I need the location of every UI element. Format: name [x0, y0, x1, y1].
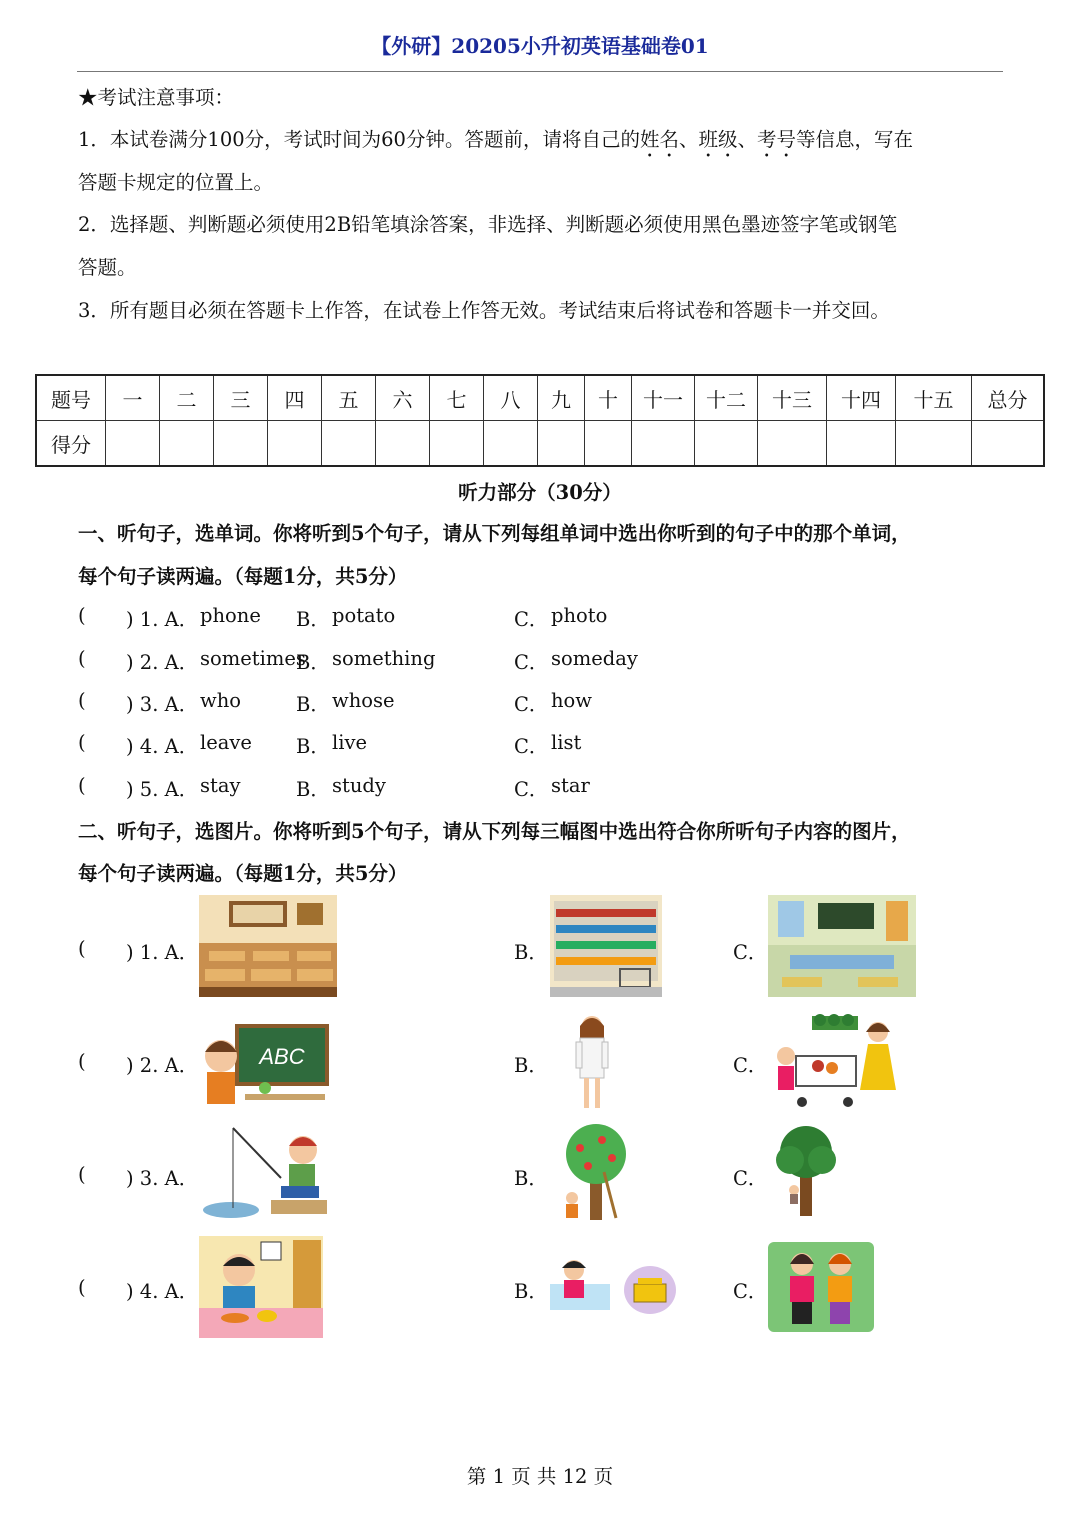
option-a: stay: [200, 774, 241, 797]
option-b: live: [332, 731, 368, 754]
table-cell: 十一: [632, 375, 695, 421]
kindergarten-classroom-image[interactable]: [768, 895, 916, 997]
score-input-cell[interactable]: [758, 421, 827, 467]
question-number: ) 4. A．: [126, 1280, 199, 1303]
table-cell: 题号: [36, 375, 106, 421]
table-cell: 八: [484, 375, 538, 421]
table-cell: 九: [538, 375, 585, 421]
table-cell: 二: [160, 375, 214, 421]
tree-child-image[interactable]: [770, 1124, 842, 1218]
option-b: potato: [332, 604, 396, 627]
table-cell: 总分: [972, 375, 1045, 421]
score-input-cell[interactable]: [695, 421, 758, 467]
two-women-talking-image[interactable]: [768, 1242, 874, 1332]
table-cell: 十二: [695, 375, 758, 421]
score-input-cell[interactable]: [896, 421, 972, 467]
notice-item-1-line-1: [78, 128, 1018, 162]
score-input-cell[interactable]: [322, 421, 376, 467]
option-a: phone: [200, 604, 261, 627]
answer-paren[interactable]: (: [78, 604, 86, 627]
question-number: ) 4. A．: [126, 735, 199, 758]
shopping-cart-image[interactable]: [768, 1010, 906, 1110]
emphasis-exam-number: 考号: [757, 128, 797, 151]
notice-item-1-line-2: 答题卡规定的位置上。: [78, 171, 274, 194]
score-input-cell[interactable]: [430, 421, 484, 467]
option-c-label: C．: [514, 651, 549, 674]
option-b: something: [332, 647, 436, 670]
supermarket-shelves-image[interactable]: [550, 895, 662, 997]
notice-text: 1．本试卷满分100分，考试时间为60分钟。答题前，请将自己的: [78, 128, 640, 151]
answer-paren[interactable]: (: [78, 774, 86, 797]
table-cell: 一: [106, 375, 160, 421]
question-number: ) 2. A．: [126, 1054, 199, 1077]
doctor-woman-image[interactable]: [566, 1012, 618, 1112]
option-b: study: [332, 774, 386, 797]
page-footer: 第 1 页 共 12 页: [466, 1465, 614, 1488]
answer-paren[interactable]: (: [78, 689, 86, 712]
option-b-label: B．: [514, 1167, 548, 1190]
score-input-cell[interactable]: [585, 421, 632, 467]
option-b-label: B．: [514, 1280, 548, 1303]
teacher-blackboard-image[interactable]: [199, 1022, 331, 1108]
option-b-label: B．: [296, 608, 330, 631]
classroom-desks-image[interactable]: [199, 895, 337, 997]
table-cell: 七: [430, 375, 484, 421]
score-input-cell[interactable]: [214, 421, 268, 467]
question-number: ) 3. A．: [126, 693, 199, 716]
notice-text: 、: [678, 128, 699, 151]
apple-tree-picking-image[interactable]: [550, 1122, 646, 1222]
emphasis-class: 班级: [698, 128, 738, 151]
option-b-label: B．: [296, 778, 330, 801]
emphasis-name: 姓名: [639, 128, 679, 151]
option-c-label: C．: [733, 1280, 768, 1303]
table-cell: 五: [322, 375, 376, 421]
option-c: someday: [551, 647, 638, 670]
answer-paren[interactable]: (: [78, 731, 86, 754]
part1-heading-line-1: 一、听句子，选单词。你将听到5个句子，请从下列每组单词中选出你听到的句子中的那个单词，: [78, 522, 911, 545]
option-b-label: B．: [514, 1054, 548, 1077]
notice-text: 等信息，写在: [796, 128, 914, 151]
question-number: ) 2. A．: [126, 651, 199, 674]
score-input-cell[interactable]: [106, 421, 160, 467]
table-cell: 十三: [758, 375, 827, 421]
table-cell: 得分: [36, 421, 106, 467]
table-cell: 四: [268, 375, 322, 421]
option-c-label: C．: [514, 608, 549, 631]
score-table-header-row: [36, 375, 1044, 421]
girl-telephone-image[interactable]: [550, 1254, 678, 1318]
table-cell: 三: [214, 375, 268, 421]
question-number: ) 1. A．: [126, 941, 199, 964]
score-table-score-row: [36, 421, 1044, 467]
answer-paren[interactable]: (: [78, 647, 86, 670]
option-c-label: C．: [514, 735, 549, 758]
header-divider: [77, 71, 1003, 72]
notice-item-2-line-2: 答题。: [78, 256, 137, 279]
option-c: list: [551, 731, 582, 754]
question-number: ) 3. A．: [126, 1167, 199, 1190]
option-c: photo: [551, 604, 608, 627]
part2-heading-line-1: 二、听句子，选图片。你将听到5个句子，请从下列每三幅图中选出符合你所听句子内容的图片，: [78, 820, 911, 843]
answer-paren[interactable]: (: [78, 937, 86, 960]
score-input-cell[interactable]: [632, 421, 695, 467]
option-b: whose: [332, 689, 395, 712]
option-c: how: [551, 689, 592, 712]
option-a: sometimes: [200, 647, 306, 670]
part1-heading-line-2: 每个句子读两遍。（每题1分，共5分）: [78, 565, 408, 588]
blackboard-text: ABC: [259, 1044, 305, 1069]
score-input-cell[interactable]: [538, 421, 585, 467]
option-a: leave: [200, 731, 252, 754]
notice-item-2-line-1: 2．选择题、判断题必须使用2B铅笔填涂答案，非选择、判断题必须使用黑色墨迹签字笔或钢笔: [78, 213, 898, 236]
table-cell: 十五: [896, 375, 972, 421]
exam-header-title: 【外研】20205小升初英语基础卷01: [371, 34, 709, 58]
score-input-cell[interactable]: [268, 421, 322, 467]
section-title: 听力部分（30分）: [458, 481, 622, 504]
option-b-label: B．: [514, 941, 548, 964]
question-number: ) 5. A．: [126, 778, 199, 801]
score-input-cell[interactable]: [827, 421, 896, 467]
table-cell: 十: [585, 375, 632, 421]
option-c-label: C．: [733, 941, 768, 964]
table-cell: 六: [376, 375, 430, 421]
score-table: [35, 374, 1045, 467]
score-input-cell[interactable]: [160, 421, 214, 467]
boy-eating-breakfast-image[interactable]: [199, 1236, 323, 1338]
score-input-cell[interactable]: [972, 421, 1045, 467]
answer-paren[interactable]: (: [78, 1276, 86, 1299]
table-cell: 十四: [827, 375, 896, 421]
score-input-cell[interactable]: [484, 421, 538, 467]
answer-paren[interactable]: (: [78, 1163, 86, 1186]
notice-text: 、: [737, 128, 758, 151]
option-a: who: [200, 689, 241, 712]
notice-heading: ★考试注意事项：: [78, 86, 235, 109]
option-b-label: B．: [296, 651, 330, 674]
notice-item-3: 3．所有题目必须在答题卡上作答，在试卷上作答无效。考试结束后将试卷和答题卡一并交回。: [78, 299, 890, 322]
answer-paren[interactable]: (: [78, 1050, 86, 1073]
boy-fishing-image[interactable]: [199, 1122, 327, 1222]
option-b-label: B．: [296, 693, 330, 716]
part2-heading-line-2: 每个句子读两遍。（每题1分，共5分）: [78, 862, 408, 885]
score-input-cell[interactable]: [376, 421, 430, 467]
option-c-label: C．: [514, 693, 549, 716]
option-c: star: [551, 774, 590, 797]
option-c-label: C．: [514, 778, 549, 801]
option-c-label: C．: [733, 1054, 768, 1077]
option-c-label: C．: [733, 1167, 768, 1190]
question-number: ) 1. A．: [126, 608, 199, 631]
option-b-label: B．: [296, 735, 330, 758]
